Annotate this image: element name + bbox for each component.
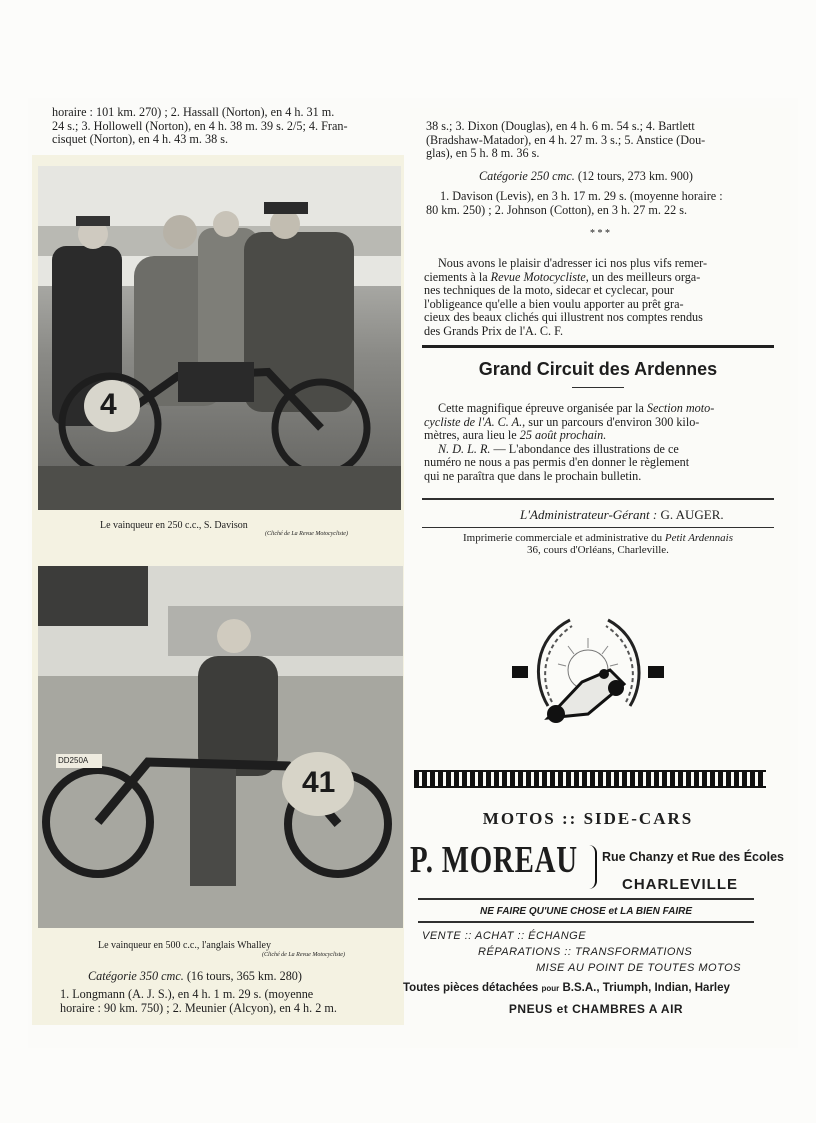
photo-whalley — [38, 566, 403, 928]
ad-slogan: NE FAIRE QU'UNE CHOSE et LA BIEN FAIRE — [479, 906, 693, 917]
divider — [422, 345, 774, 348]
ardennes-line: qui ne paraîtra que dans le prochain bulletin. — [424, 468, 642, 483]
divider — [418, 921, 754, 923]
photo-davison-caption: Le vainqueur en 250 c.c., S. Davison — [100, 520, 248, 531]
thanks-line: Nous avons le plaisir d'adresser ici nos plus vifs remer- — [438, 256, 707, 270]
divider — [418, 898, 754, 900]
photo-davison-credit: (Cliché de La Revue Motocycliste) — [265, 531, 348, 537]
thanks-line: cieux des beaux clichés qui illustrent nos comptes rendus — [424, 310, 703, 324]
cat250-heading — [426, 170, 746, 184]
thanks-line — [424, 271, 780, 285]
printer-info — [418, 532, 778, 556]
race-number: 41 — [302, 766, 336, 799]
ad-services-3: MISE AU POINT DE TOUTES MOTOS — [536, 962, 741, 974]
ad-business-name: P. MOREAU — [410, 839, 578, 881]
divider — [422, 527, 774, 528]
race-number: 4 — [100, 388, 117, 421]
top-strip-text — [52, 106, 414, 147]
ad-city: CHARLEVILLE — [622, 876, 738, 893]
ad-heading: MOTOS :: SIDE-CARS — [482, 809, 694, 828]
administrator-label: L'Administrateur-Gérant : — [520, 507, 658, 522]
divider — [422, 498, 774, 500]
thanks-paragraph — [424, 257, 780, 338]
ardennes-italic: Section moto- — [646, 401, 715, 415]
ardennes-line — [424, 429, 780, 443]
cat350-details: (16 tours, 365 km. 280) — [186, 969, 302, 983]
ardennes-italic: cycliste de l'A. C. A. — [424, 414, 523, 429]
ndlr-label: N. D. L. R. — [438, 441, 491, 456]
cat250-results — [426, 190, 781, 217]
ardennes-text: Cette magnifique épreuve organisée par la — [438, 401, 647, 415]
ad-parts-pour: pour — [541, 984, 560, 993]
ad-services-2: RÉPARATIONS :: TRANSFORMATIONS — [478, 946, 693, 958]
ad-address: Rue Chanzy et Rue des Écoles — [602, 850, 785, 864]
top-strip-line: cisquet (Norton), en 4 h. 43 m. 38 s. — [52, 132, 229, 146]
cat350-heading — [88, 970, 302, 984]
racing-car-emblem-drawing — [512, 610, 664, 735]
cat350-results — [60, 988, 400, 1015]
ardennes-line — [424, 416, 780, 430]
thanks-line: des Grands Prix de l'A. C. F. — [424, 323, 564, 338]
printer-paper: Petit Ardennais — [664, 532, 734, 544]
divider — [572, 387, 624, 388]
thanks-line: l'obligeance qu'elle a bien voulu apporter au prêt gra- — [424, 296, 684, 311]
top-strip-line: horaire : 101 km. 270) ; 2. Hassall (Norton), en 4 h. 31 m. — [52, 105, 335, 119]
administrator-name: G. AUGER. — [660, 507, 724, 522]
ardennes-line: numéro ne nous a pas permis d'en donner le règlement — [424, 455, 690, 469]
cat250-label: Catégorie 250 cmc. — [479, 169, 575, 183]
ad-tyres: PNEUS et CHAMBRES A AIR — [508, 1002, 684, 1016]
ad-brace — [589, 845, 597, 889]
photo-whalley-illustration — [38, 566, 403, 928]
ad-parts-brands: B.S.A., Triumph, Indian, Harley — [562, 982, 730, 994]
printer-line: 36, cours d'Orléans, Charleville. — [527, 544, 669, 556]
section-stars: * * * — [590, 228, 610, 239]
ad-services-1: VENTE :: ACHAT :: ÉCHANGE — [422, 930, 587, 942]
ardennes-paragraph — [424, 402, 780, 483]
right-top-line: 38 s.; 3. Dixon (Douglas), en 4 h. 6 m. 54 s.; 4. Bartlett — [426, 119, 695, 133]
printer-text: Imprimerie commerciale et administrative du — [462, 532, 665, 544]
photo-davison — [38, 166, 401, 510]
right-top-text — [426, 120, 781, 161]
ardennes-title: Grand Circuit des Ardennes — [478, 359, 718, 379]
ad-parts-text: Toutes pièces détachées — [403, 982, 539, 994]
right-top-line: glas), en 5 h. 8 m. 36 s. — [426, 146, 540, 160]
ad-parts — [403, 982, 730, 994]
cat350-line: horaire : 90 km. 750) ; 2. Meunier (Alcyon), en 4 h. 2 m. — [60, 1000, 337, 1015]
ardennes-text: , sur un parcours d'environ 300 kilo- — [522, 414, 700, 429]
ardennes-text: — L'abondance des illustrations de ce — [490, 441, 679, 456]
ardennes-italic: 25 août prochain. — [519, 428, 607, 442]
administrator-line — [520, 508, 724, 522]
cat250-line: 80 km. 250) ; 2. Johnson (Cotton), en 3 h. 27 m. 22 s. — [426, 202, 688, 217]
license-plate: DD250A — [58, 756, 89, 765]
top-strip-line: 24 s.; 3. Hollowell (Norton), en 4 h. 38 m. 39 s. 2/5; 4. Fran- — [52, 118, 348, 133]
thanks-line: nes techniques de la moto, sidecar et cyclecar, pour — [424, 283, 674, 297]
photo-davison-illustration — [38, 166, 401, 510]
ardennes-line — [424, 443, 780, 457]
ardennes-line — [424, 402, 780, 416]
cat350-line: 1. Longmann (A. J. S.), en 4 h. 1 m. 29 s. (moyenne — [60, 987, 314, 1001]
cat350-label: Catégorie 350 cmc. — [88, 969, 184, 983]
photo-whalley-credit: (Cliché de La Revue Motocycliste) — [262, 952, 345, 958]
cat250-details: (12 tours, 273 km. 900) — [577, 169, 693, 183]
thanks-text: ciements à la — [424, 269, 491, 284]
ardennes-text: mètres, aura lieu le — [424, 428, 520, 442]
cat250-line: 1. Davison (Levis), en 3 h. 17 m. 29 s. (moyenne horaire : — [440, 189, 723, 203]
checkered-band — [414, 770, 766, 788]
right-top-line: (Bradshaw-Matador), en 4 h. 27 m. 3 s.; 5. Anstice (Dou- — [426, 132, 706, 147]
racing-car-emblem — [512, 610, 664, 735]
printer-line — [418, 532, 778, 544]
photo-whalley-caption: Le vainqueur en 500 c.c., l'anglais Whalley — [98, 940, 271, 951]
revue-title: Revue Motocycliste — [490, 269, 586, 284]
thanks-text: , un des meilleurs orga- — [585, 269, 701, 284]
